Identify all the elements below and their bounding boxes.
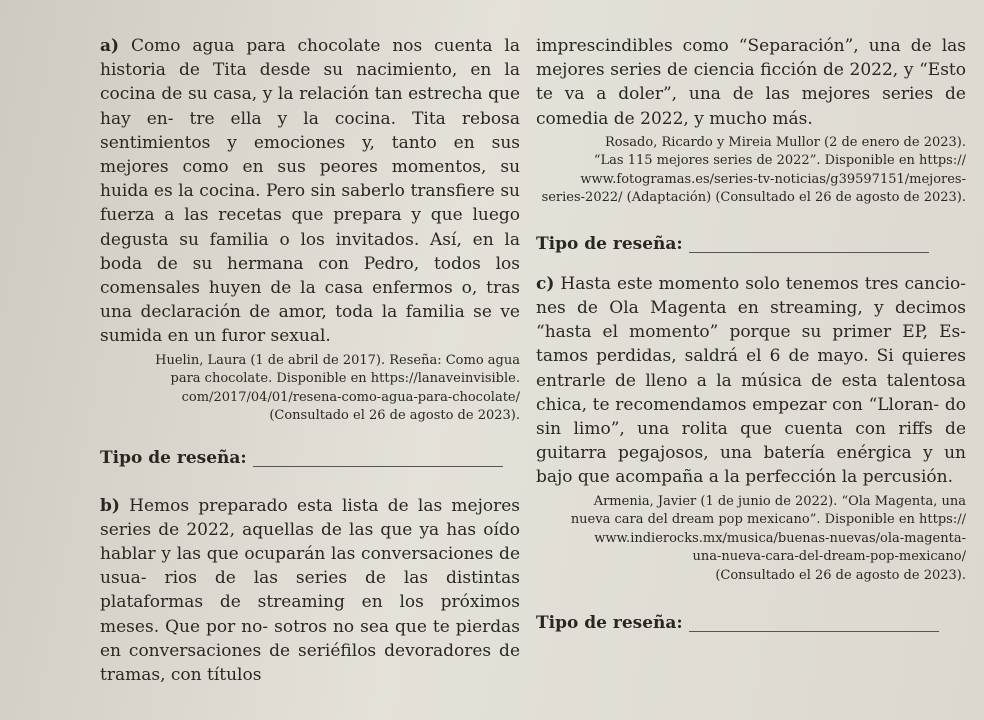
section-a-line: su casa, y la relación tan estrecha que hay en- [100,84,521,129]
section-a-line: enfermos o, tras una declaración de amor, toda [100,278,520,323]
section-b-label: b) [100,495,120,516]
source-line: nueva cara del dream pop mexicano”. Disponible en https:// [570,512,966,528]
section-b-line: de seriéfilos devoradores de tramas, con títulos [100,640,520,686]
source-line: Armenia, Javier (1 de junio de 2022). “Ola Magenta, una [593,493,966,509]
section-b-line: de 2022, aquellas de las que ya has oído hablar [100,519,521,565]
section-c-review-type [536,611,966,635]
section-a-line: tre ella y la cocina. Tita rebosa sentimientos y [100,108,520,153]
section-b-review-type [536,232,966,256]
section-c-label: c) [536,273,555,294]
review-type-label: Tipo de reseña: [536,613,683,634]
section-b-line: streaming en los próximos meses. Que por no- [100,592,520,637]
source-line: una-nueva-cara-del-dream-pop-mexicano/ [692,549,966,565]
section-b-line: imprescindibles como “Separación”, una de las [536,36,966,56]
section-b-line: “Esto te va a doler”, una de las mejores series [536,60,967,105]
section-b-continued-text [536,34,966,131]
section-a-source [100,352,520,426]
source-line: Rosado, Ricardo y Mireia Mullor (2 de enero de 2023). [605,134,966,150]
section-a-line: sin saberlo transfiere su fuerza a las recetas que [100,181,520,226]
section-a-text [100,34,520,349]
review-type-answer-blank[interactable] [689,631,939,632]
source-line: (Consultado el 26 de agosto de 2023). [269,408,520,424]
section-a-review-type [100,446,520,470]
source-line: “Las 115 mejores series de 2022”. Disponible en https:// [593,153,966,169]
section-c-line: guitarra pegajosos, una batería enérgica y un [536,443,966,464]
section-c-line: tamos perdidas, saldrá el 6 de mayo. Si quieres [536,346,966,367]
section-a-line: prepara y que luego degusta su familia o los [100,205,521,250]
section-c-line: do sin limo”, una rolita que cuenta con riffs de [536,394,966,440]
source-line: Huelin, Laura (1 de abril de 2017). Reseña: Como agua [155,352,520,368]
review-type-answer-blank[interactable] [689,252,929,253]
section-c-line: nes de Ola Magenta en streaming, y decimos [536,298,966,319]
source-line: series-2022/ (Adaptación) (Consultado el 26 de agosto de 2023). [541,190,966,206]
source-line: www.fotogramas.es/series-tv-noticias/g39597151/mejores- [580,171,966,187]
section-c-line: “hasta el momento” porque su primer EP, Es- [536,322,966,343]
section-b-line: de comedia de 2022, y mucho más. [536,84,966,129]
section-b-line: rios de las series de las distintas plataformas de [100,568,520,613]
review-type-answer-blank[interactable] [253,466,503,467]
source-line: (Consultado el 26 de agosto de 2023). [715,567,966,583]
section-b-source [536,134,966,208]
left-column [100,34,520,687]
section-c-line: Hasta este momento solo tenemos tres cancio- [560,273,967,294]
section-a-label: a) [100,36,120,56]
section-c-text [536,272,966,490]
source-line: www.indierocks.mx/musica/buenas-nuevas/ola-magenta- [594,530,966,546]
section-a-line: Pedro, todos los comensales huyen de la casa [100,253,521,299]
section-c-source [536,493,966,586]
section-a-line: de Tita desde su nacimiento, en la cocina de [100,60,520,105]
section-a-line: emociones y, tanto en sus mejores como en sus [100,132,520,178]
section-c-line: entrarle de lleno a la música de esta talentosa [536,370,966,391]
review-type-label: Tipo de reseña: [100,447,247,468]
section-a-line: la familia se ve sumida en un furor sexual. [100,302,520,347]
section-b-line: Hemos preparado esta lista de las mejores series [100,495,520,540]
review-type-label: Tipo de reseña: [536,233,683,254]
section-a-line: invitados. Así, en la boda de su hermana con [100,229,520,274]
source-line: com/2017/04/01/resena-como-agua-para-chocolate/ [181,389,520,405]
section-c-line: bajo que acompaña a la perfección la percusión. [536,467,954,488]
section-b-line: y las que ocuparán las conversaciones de usua- [100,544,521,589]
source-line: para chocolate. Disponible en https://lanaveinvisible. [170,371,520,387]
section-b-line: sotros no sea que te pierdas en conversaciones [100,616,521,661]
section-a-line: Como agua para chocolate nos cuenta la historia [100,36,520,81]
section-a-line: peores momentos, su huida es la cocina. Pero [100,157,521,202]
section-b-line: mejores series de ciencia ficción de 2022, y [536,60,914,81]
section-b-text [100,494,520,688]
section-c-line: chica, te recomendamos empezar con “Lloran- [536,394,940,415]
right-column [536,34,966,635]
